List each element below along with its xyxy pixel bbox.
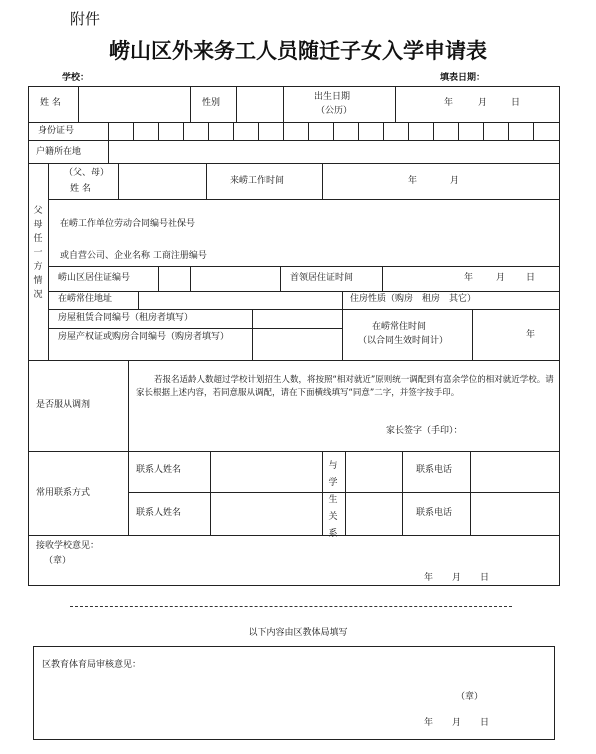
address-label: 在崂常住地址 [58,294,113,304]
contact-name-label-2: 联系人姓名 [136,508,182,518]
birth-year: 年 [444,98,454,108]
contact-name-label-1: 联系人姓名 [136,465,182,475]
household-label: 户籍所在地 [36,147,82,157]
bureau-opinion-label: 区教育体育局审核意见： [42,660,142,670]
bureau-year: 年 [424,718,434,728]
permit-day: 日 [526,273,536,283]
contact-label: 常用联系方式 [36,488,91,498]
parent-name-label-2: 姓 名 [70,184,91,194]
assignment-label: 是否服从调剂 [36,400,91,410]
bureau-day: 日 [480,718,490,728]
gender-label: 性别 [202,98,221,108]
relation-label: 与学生关系 [328,461,338,539]
form-title: 崂山区外来务工人员随迁子女入学申请表 [109,38,487,63]
bureau-note: 以下内容由区教体局填写 [248,628,348,638]
school-opinion-label: 接收学校意见： [36,541,100,551]
school-month: 月 [452,573,462,583]
phone-label-1: 联系电话 [416,465,453,475]
child-name-label: 姓 名 [40,98,61,108]
permit-year: 年 [464,273,474,283]
attachment-label: 附件 [70,10,101,28]
school-day: 日 [480,573,490,583]
residence-permit-label: 崂山区居住证编号 [58,273,131,283]
permit-month: 月 [496,273,506,283]
birth-date-sublabel: （公历） [316,106,353,116]
property-cert-label: 房屋产权证或购房合同编号（购房者填写） [58,332,230,342]
fill-date-label: 填表日期： [440,73,486,83]
bureau-seal-label: （章） [456,692,484,702]
school-label: 学校： [62,73,90,83]
birth-month: 月 [478,98,488,108]
school-year: 年 [424,573,434,583]
residence-year: 年 [526,330,536,340]
permit-time-label: 首领居住证时间 [290,273,354,283]
signature-label: 家长签字（手印）： [386,426,463,436]
rent-contract-label: 房屋租赁合同编号（租房者填写） [58,313,194,323]
parent-name-label: （父、母） [64,168,110,178]
housing-type-label: 住房性质（购房 租房 其它） [350,294,477,304]
id-number-label: 身份证号 [38,126,75,136]
parent-section-label: 父母任一方情况 [33,206,43,300]
residence-time-label: 在崂常住时间 [372,322,427,332]
bureau-month: 月 [452,718,462,728]
employer-line: 在崂工作单位劳动合同编号社保号 [60,219,196,229]
phone-label-2: 联系电话 [416,508,453,518]
company-line: 或自营公司、企业名称 工商注册编号 [60,251,207,261]
work-time-label: 来崂工作时间 [230,176,285,186]
work-month: 月 [450,176,460,186]
residence-time-sublabel: （以合同生效时间计） [358,336,449,346]
cut-line [70,606,512,607]
work-year: 年 [408,176,418,186]
birth-day: 日 [511,98,521,108]
school-seal-label: （章） [44,556,72,566]
assignment-text: 若报名适龄人数超过学校计划招生人数，将按照“相对就近”原则统一调配到有富余学位的相对就近学校。请家长根据上述内容，若同意服从调配，请在下面横线填写“同意”二字，并签字按手印。 [136,375,554,398]
birth-date-label: 出生日期 [314,92,351,102]
